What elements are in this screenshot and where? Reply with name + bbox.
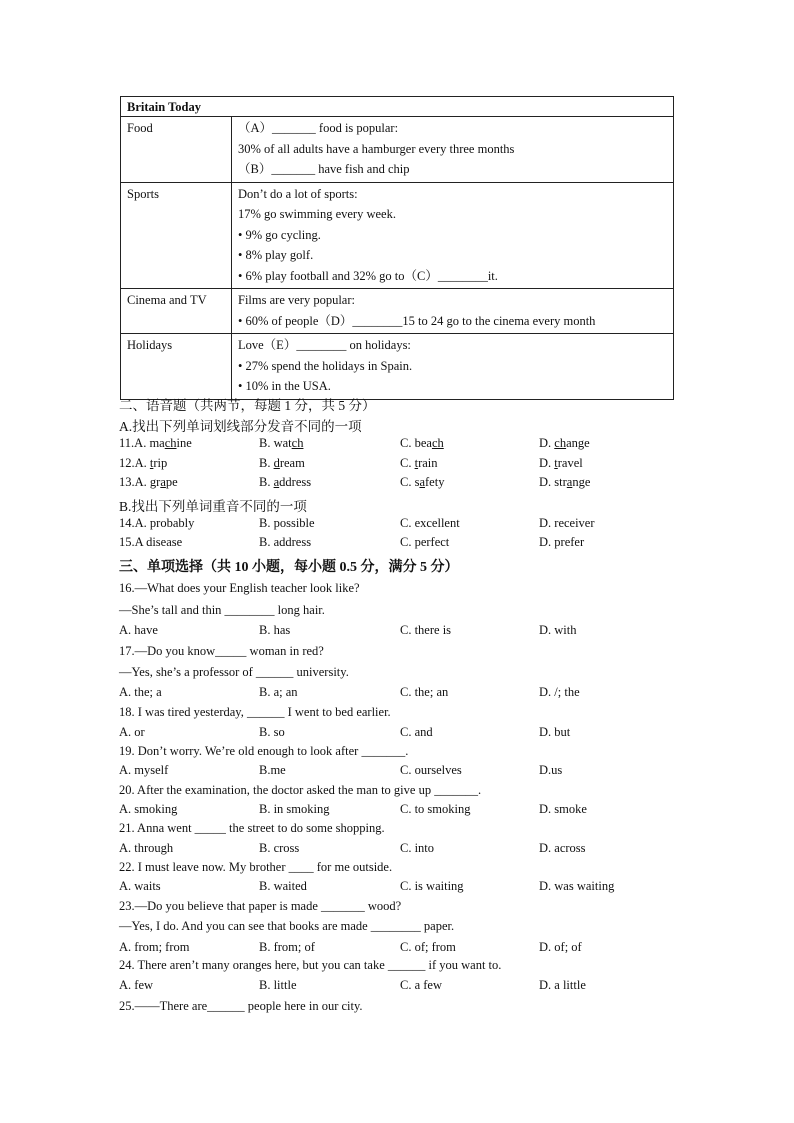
row-content (232, 334, 674, 400)
option-c: C. a few (400, 978, 442, 992)
options-row (119, 978, 679, 996)
option-d: D. across (539, 841, 586, 855)
option-b: B. from; of (259, 940, 315, 954)
option-b: B. dream (259, 456, 305, 470)
option-d: D. prefer (539, 535, 585, 549)
option-c: C. into (400, 841, 435, 855)
option-a: A. few (119, 978, 154, 992)
options-row (119, 802, 679, 820)
question-text: 25.——There are______ people here in our city. (119, 999, 363, 1013)
row-line: • 6% play football and 32% go to（C）________it. (238, 268, 498, 283)
option-b: B. possible (259, 516, 315, 530)
option-c: C. is waiting (400, 879, 464, 893)
option-a: A. waits (119, 879, 161, 893)
options-row (119, 940, 679, 958)
row-content (232, 289, 674, 334)
underlined-letters: a (566, 475, 573, 489)
question-text: 19. Don’t worry. We’re old enough to look after _______. (119, 744, 409, 758)
options-row (119, 841, 679, 859)
row-content (232, 117, 674, 183)
options-row (119, 725, 679, 743)
underlined-letters: t (149, 456, 154, 470)
option-d: D. but (539, 725, 571, 739)
option-d: D. with (539, 623, 577, 637)
option-d: D. smoke (539, 802, 587, 816)
row-line: （A）_______ food is popular: (238, 121, 399, 135)
phonics-question-row (119, 475, 679, 493)
option-d: D. strange (539, 475, 591, 489)
row-line: Love（E）________ on holidays: (238, 338, 411, 352)
row-line: • 27% spend the holidays in Spain. (238, 358, 413, 373)
question-text: 23.—Do you believe that paper is made _______ wood? (119, 899, 402, 913)
options-row (119, 623, 679, 641)
option-b: B. address (259, 475, 312, 489)
option-b: B. cross (259, 841, 300, 855)
option-a: 12.A. trip (119, 456, 168, 470)
option-b: B. in smoking (259, 802, 330, 816)
underlined-letters: a (273, 475, 280, 489)
table-row-sports (121, 182, 674, 289)
phonics-question-row (119, 436, 679, 454)
phonics-question-row (119, 516, 679, 534)
britain-today-table (120, 96, 674, 400)
option-c: C. ourselves (400, 763, 462, 777)
question-text: —She’s tall and thin ________ long hair. (119, 603, 325, 617)
option-c: C. train (400, 456, 438, 470)
option-d: D. /; the (539, 685, 580, 699)
option-a: 11.A. machine (119, 436, 192, 450)
question-text: 16.—What does your English teacher look like? (119, 581, 360, 595)
question-text: 20. After the examination, the doctor asked the man to give up _______. (119, 783, 482, 797)
question-text: —Yes, I do. And you can see that books are made ________ paper. (119, 919, 455, 933)
underlined-letters: a (419, 475, 426, 489)
question-text: 21. Anna went _____ the street to do some shopping. (119, 821, 385, 835)
options-row (119, 685, 679, 703)
option-c: C. of; from (400, 940, 456, 954)
option-c: C. and (400, 725, 433, 739)
underlined-letters: t (414, 456, 419, 470)
question-text: 22. I must leave now. My brother ____ for me outside. (119, 860, 393, 874)
option-b: B. watch (259, 436, 304, 450)
options-row (119, 763, 679, 781)
row-line: • 9% go cycling. (238, 227, 321, 242)
option-b: B. address (259, 535, 312, 549)
question-text: 18. I was tired yesterday, ______ I went to bed earlier. (119, 705, 391, 719)
option-b: B. little (259, 978, 297, 992)
option-c: C. safety (400, 475, 445, 489)
option-a: A. have (119, 623, 158, 637)
option-c: C. beach (400, 436, 444, 450)
table-row-cinema (121, 289, 674, 334)
option-d: D. change (539, 436, 590, 450)
option-a: A. smoking (119, 802, 178, 816)
option-b: B.me (259, 763, 286, 777)
option-a: 13.A. grape (119, 475, 178, 489)
question-text: 24. There aren’t many oranges here, but you can take ______ if you want to. (119, 958, 502, 972)
section-2-part-b: B.找出下列单词重音不同的一项 (119, 499, 307, 514)
underlined-letters: ch (431, 436, 444, 450)
option-a: A. through (119, 841, 174, 855)
row-line: • 10% in the USA. (238, 379, 331, 393)
row-content (232, 182, 674, 289)
row-category: Sports (121, 182, 232, 289)
phonics-question-row (119, 535, 679, 553)
option-d: D. of; of (539, 940, 582, 954)
option-a: 15.A disease (119, 535, 183, 549)
option-b: B. a; an (259, 685, 298, 699)
phonics-question-row (119, 456, 679, 474)
option-c: C. perfect (400, 535, 450, 549)
underlined-letters: ch (554, 436, 567, 450)
row-line: • 60% of people（D）________15 to 24 go to the cinema every month (238, 313, 596, 328)
section-3-title: 三、单项选择（共 10 小题，每小题 0.5 分，满分 5 分） (119, 560, 459, 575)
question-text: —Yes, she’s a professor of ______ university. (119, 665, 349, 679)
option-b: B. waited (259, 879, 307, 893)
row-category: Holidays (121, 334, 232, 400)
option-a: A. the; a (119, 685, 162, 699)
table-row-holidays (121, 334, 674, 400)
option-c: C. excellent (400, 516, 460, 530)
option-a: A. from; from (119, 940, 190, 954)
option-d: D. receiver (539, 516, 595, 530)
option-c: C. there is (400, 623, 452, 637)
option-a: A. myself (119, 763, 169, 777)
option-c: C. the; an (400, 685, 449, 699)
underlined-letters: t (554, 456, 558, 470)
option-b: B. so (259, 725, 285, 739)
row-line: Films are very popular: (238, 293, 355, 307)
section-2-title: 二、语音题（共两节，每题 1 分，共 5 分） (119, 398, 376, 413)
option-d: D. travel (539, 456, 583, 470)
option-b: B. has (259, 623, 291, 637)
section-2-part-a: A.找出下列单词划线部分发音不同的一项 (119, 419, 362, 434)
option-a: 14.A. probably (119, 516, 195, 530)
option-d: D. a little (539, 978, 586, 992)
row-category: Food (121, 117, 232, 183)
table-row-food (121, 117, 674, 183)
underlined-letters: d (273, 456, 280, 470)
underlined-letters: ch (291, 436, 304, 450)
row-category: Cinema and TV (121, 289, 232, 334)
option-d: D. was waiting (539, 879, 615, 893)
row-line: • 8% play golf. (238, 248, 314, 262)
row-line: （B）_______ have fish and chip (238, 162, 410, 176)
table-title: Britain Today (121, 97, 674, 117)
option-c: C. to smoking (400, 802, 471, 816)
row-line: 30% of all adults have a hamburger every three months (238, 141, 515, 156)
row-line: 17% go swimming every week. (238, 207, 396, 221)
options-row (119, 879, 679, 897)
row-line: Don’t do a lot of sports: (238, 186, 358, 201)
option-d: D.us (539, 763, 563, 777)
underlined-letters: ch (164, 436, 177, 450)
question-text: 17.—Do you know_____ woman in red? (119, 644, 324, 658)
option-a: A. or (119, 725, 145, 739)
underlined-letters: a (160, 475, 166, 489)
